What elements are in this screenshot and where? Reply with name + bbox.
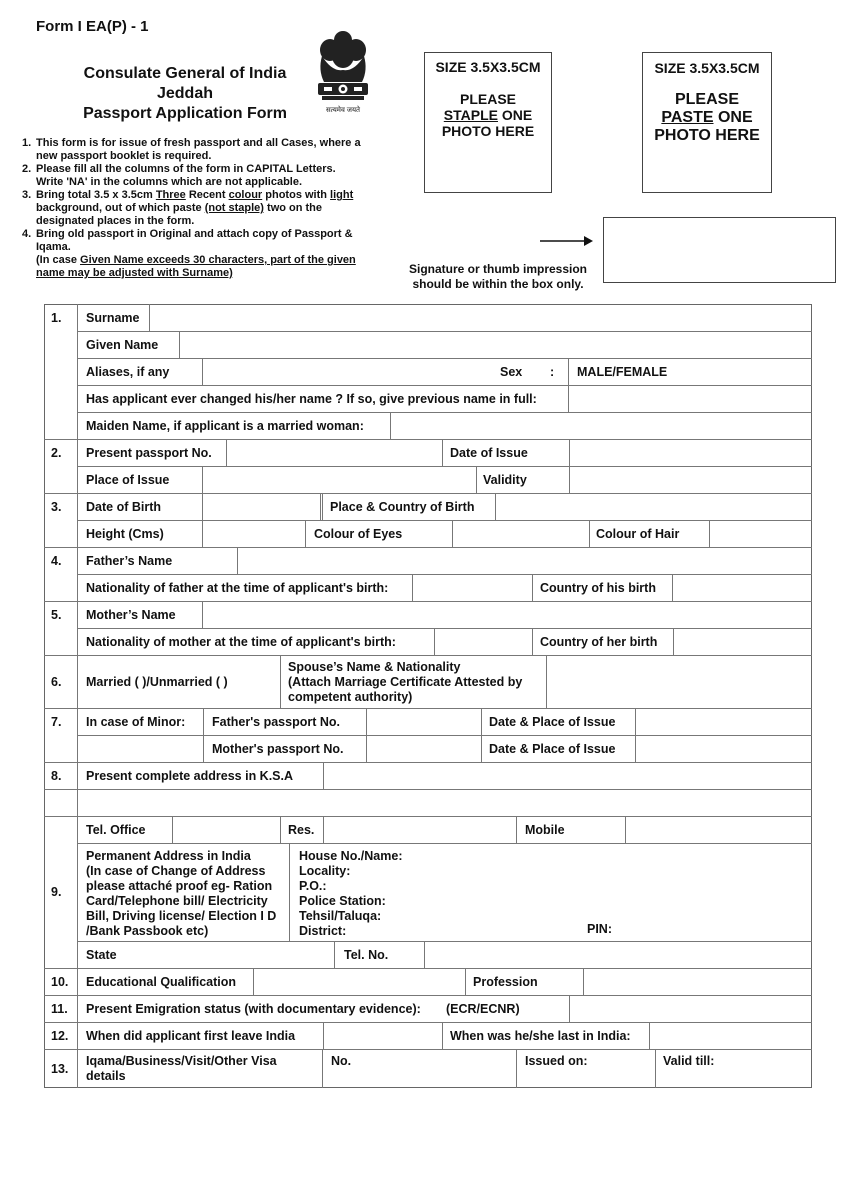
arrow-right-icon [538, 234, 594, 248]
emblem-motto: सत्यमेव जयते [325, 107, 361, 114]
father-passport-label: Father's passport No. [212, 715, 340, 729]
photo-box-staple[interactable]: SIZE 3.5X3.5CM PLEASE STAPLE ONE PHOTO HERE [424, 52, 552, 193]
consulate-city: Jeddah [156, 85, 213, 102]
table-rule [77, 358, 812, 359]
table-rule [569, 466, 570, 493]
form-header [60, 64, 310, 124]
instructions [22, 137, 362, 280]
table-rule [709, 520, 710, 547]
table-rule [77, 385, 812, 386]
signature-note: Signature or thumb impression should be within the box only. [408, 262, 588, 291]
table-rule [673, 628, 674, 655]
table-rule [77, 843, 812, 844]
ecr-label: (ECR/ECNR) [446, 1002, 520, 1016]
table-rule [237, 547, 238, 574]
father-pp-issue-label: Date & Place of Issue [489, 715, 616, 729]
row-number-2: 2. [51, 446, 62, 460]
state-label: State [86, 948, 117, 962]
mother-name-label: Mother’s Name [86, 608, 176, 622]
pob-label: Place & Country of Birth [330, 500, 475, 514]
table-rule [253, 968, 254, 995]
table-rule [280, 816, 281, 843]
table-rule [44, 816, 812, 817]
mother-country-label: Country of her birth [540, 635, 658, 649]
table-rule [44, 968, 812, 969]
table-rule [44, 493, 812, 494]
table-rule [44, 708, 812, 709]
table-rule [202, 493, 203, 520]
table-rule [655, 1049, 656, 1088]
table-rule [516, 1049, 517, 1088]
date-of-issue-label: Date of Issue [450, 446, 528, 460]
valid-till-label: Valid till: [663, 1054, 715, 1068]
tel-no-label: Tel. No. [344, 948, 389, 962]
row-number-12: 12. [51, 1029, 69, 1043]
validity-label: Validity [483, 473, 527, 487]
emigration-label: Present Emigration status (with documentary evidence): [86, 1002, 421, 1016]
row-number-7: 7. [51, 715, 62, 729]
table-rule [366, 708, 367, 762]
profession-label: Profession [473, 975, 538, 989]
table-rule [672, 574, 673, 601]
form-title: Passport Application Form [83, 105, 287, 122]
table-rule [202, 601, 203, 628]
instruction-item: 1. This form is for issue of fresh passport and all Cases, where a new passport booklet is required. [22, 137, 361, 162]
table-rule [323, 762, 324, 789]
table-rule [202, 466, 203, 493]
passport-no-label: Present passport No. [86, 446, 212, 460]
row-number-3: 3. [51, 500, 62, 514]
visa-details-label: Iqama/Business/Visit/Other Visa details [86, 1054, 277, 1083]
table-rule [289, 843, 290, 941]
first-leave-label: When did applicant first leave India [86, 1029, 296, 1043]
row-number-11: 11. [51, 1002, 68, 1016]
table-rule [532, 574, 533, 601]
table-rule [412, 574, 413, 601]
res-label: Res. [288, 823, 315, 837]
education-label: Educational Qualification [86, 975, 237, 989]
table-rule [172, 816, 173, 843]
table-rule [625, 816, 626, 843]
height-label: Height (Cms) [86, 527, 164, 541]
mobile-label: Mobile [525, 823, 565, 837]
issued-on-label: Issued on: [525, 1054, 588, 1068]
table-rule [334, 941, 335, 968]
table-rule [635, 708, 636, 762]
place-of-issue-label: Place of Issue [86, 473, 170, 487]
table-rule [569, 439, 570, 466]
table-rule [546, 655, 547, 708]
father-name-label: Father’s Name [86, 554, 173, 568]
consulate-name: Consulate General of India [83, 65, 287, 82]
pin-label: PIN: [587, 922, 612, 936]
maiden-name-label: Maiden Name, if applicant is a married woman: [86, 419, 364, 433]
sex-options: MALE/FEMALE [577, 365, 668, 379]
table-rule [77, 520, 812, 521]
table-rule [649, 1022, 650, 1049]
row-number-9: 9. [51, 885, 62, 899]
table-rule [44, 995, 812, 996]
table-rule [77, 466, 812, 467]
table-rule [202, 358, 203, 385]
table-rule [568, 385, 569, 412]
aliases-label: Aliases, if any [86, 365, 170, 379]
table-rule [322, 1049, 323, 1088]
table-rule [589, 520, 590, 547]
table-rule [442, 439, 443, 466]
instruction-item: 4. Bring old passport in Original and attach copy of Passport & Iqama. (In case Given Name exceeds 30 characters, part of the given name may be adjusted with Surname) [22, 228, 356, 279]
table-rule [44, 439, 812, 440]
table-rule [442, 1022, 443, 1049]
table-rule [44, 655, 812, 656]
table-rule [568, 358, 569, 385]
table-rule [476, 466, 477, 493]
mother-pp-issue-label: Date & Place of Issue [489, 742, 616, 756]
father-nationality-label: Nationality of father at the time of applicant's birth: [86, 581, 389, 595]
table-rule [322, 493, 323, 520]
table-rule [583, 968, 584, 995]
row-number-8: 8. [51, 769, 62, 783]
ksa-address-label: Present complete address in K.S.A [86, 769, 294, 783]
given-name-label: Given Name [86, 338, 159, 352]
minor-label: In case of Minor: [86, 715, 186, 729]
table-rule [424, 941, 425, 968]
table-rule [390, 412, 391, 439]
table-rule [452, 520, 453, 547]
form-code: Form I EA(P) - 1 [36, 18, 149, 35]
table-rule [434, 628, 435, 655]
table-rule [44, 1022, 812, 1023]
table-rule [44, 789, 812, 790]
row-number-5: 5. [51, 608, 62, 622]
table-rule [44, 601, 812, 602]
table-rule [77, 412, 812, 413]
table-rule [44, 762, 812, 763]
row-number-4: 4. [51, 554, 62, 568]
mother-nationality-label: Nationality of mother at the time of applicant's birth: [86, 635, 396, 649]
table-rule [77, 941, 812, 942]
table-rule [516, 816, 517, 843]
hair-colour-label: Colour of Hair [596, 527, 680, 541]
table-rule [77, 628, 812, 629]
sex-label: Sex [500, 365, 523, 379]
tel-office-label: Tel. Office [86, 823, 146, 837]
spouse-label: Spouse’s Name & Nationality (Attach Marriage Certificate Attested by competent authority) [288, 660, 523, 704]
row-number-1: 1. [51, 311, 62, 325]
table-rule [77, 574, 812, 575]
table-rule [77, 735, 812, 736]
table-rule [481, 708, 482, 762]
table-rule [77, 304, 78, 1088]
photo-box-paste[interactable]: SIZE 3.5X3.5CM PLEASE PASTE ONE PHOTO HERE [642, 52, 772, 193]
marital-status-label: Married ( )/Unmarried ( ) [86, 675, 228, 689]
eye-colour-label: Colour of Eyes [314, 527, 403, 541]
name-changed-label: Has applicant ever changed his/her name ? If so, give previous name in full: [86, 392, 537, 406]
table-rule [320, 493, 321, 520]
table-rule [569, 995, 570, 1022]
row-number-13: 13. [51, 1062, 69, 1076]
table-rule [202, 520, 203, 547]
table-rule [532, 628, 533, 655]
instruction-item: 3. Bring total 3.5 x 3.5cm Three Recent colour photos with light background, out of which paste (not staple) two on the designated places in the form. [22, 189, 354, 227]
visa-no-label: No. [331, 1054, 352, 1068]
table-rule [323, 816, 324, 843]
table-rule [280, 655, 281, 708]
signature-box[interactable] [603, 217, 836, 283]
row-number-10: 10. [51, 975, 69, 989]
instruction-item: 2. Please fill all the columns of the form in CAPITAL Letters. Write 'NA' in the columns which are not applicable. [22, 163, 336, 188]
father-country-label: Country of his birth [540, 581, 656, 595]
table-rule [305, 520, 306, 547]
last-in-india-label: When was he/she last in India: [450, 1029, 631, 1043]
dob-label: Date of Birth [86, 500, 161, 514]
row-number-6: 6. [51, 675, 62, 689]
table-rule [495, 493, 496, 520]
table-rule [77, 331, 812, 332]
table-rule [44, 1049, 812, 1050]
permanent-address-label: Permanent Address in India (In case of Change of Address please attaché proof eg- Ration Card/Telephone bill/ Electricity Bill, Driving license/ Election I D /Bank Passbook etc) [86, 849, 277, 938]
sex-colon: : [550, 365, 555, 379]
address-fields: House No./Name: Locality: P.O.: Police Station: Tehsil/Taluqa: District: [299, 849, 403, 938]
table-rule [179, 331, 180, 358]
table-rule [149, 304, 150, 331]
table-rule [44, 547, 812, 548]
mother-passport-label: Mother's passport No. [212, 742, 344, 756]
table-rule [323, 1022, 324, 1049]
table-rule [465, 968, 466, 995]
surname-label: Surname [86, 311, 140, 325]
table-rule [226, 439, 227, 466]
table-rule [203, 708, 204, 762]
